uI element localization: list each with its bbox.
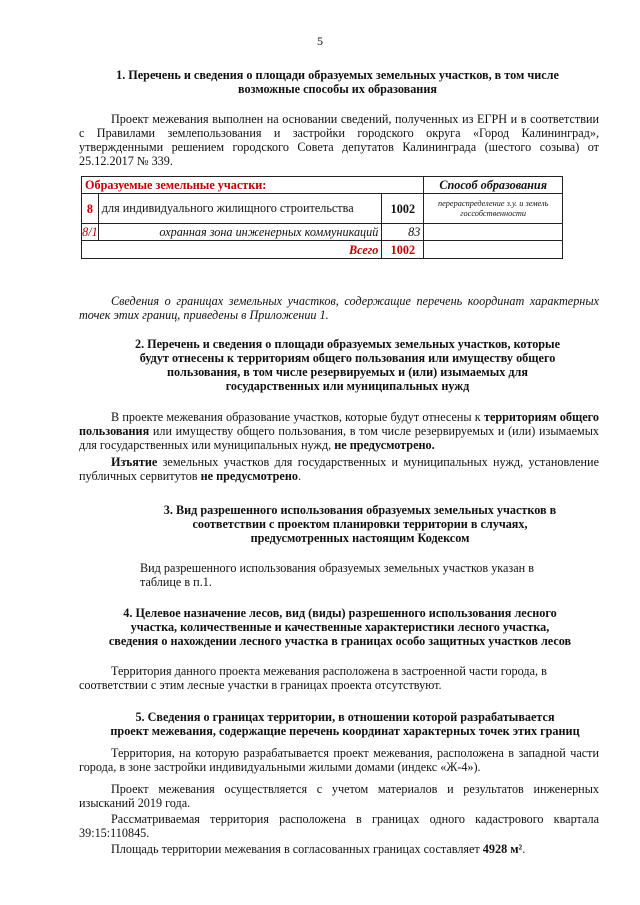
text: или имуществу общего пользования, в том числе резервируемых и (или) изымаемых для государственных или муниципальных нужд, <box>79 424 599 452</box>
total-label: Всего <box>82 241 382 259</box>
section-5-paragraph-2: Проект межевания осуществляется с учетом материалов и результатов инженерных изысканий 2019 года. <box>79 782 599 810</box>
section-2-paragraph-1 <box>79 410 599 452</box>
section-2-title-line: государственных или муниципальных нужд <box>225 379 470 393</box>
section-1-title-line: возможные способы их образования <box>238 82 437 96</box>
text: В проекте межевания образование участков, которые будут отнесены к <box>111 410 484 424</box>
text: Площадь территории межевания в согласованных границах составляет <box>111 842 483 856</box>
plot-method: перераспределение з.у. и земель госсобственности <box>424 194 563 224</box>
area-value: 4928 м² <box>482 842 523 856</box>
section-5-paragraph-4 <box>79 842 599 856</box>
section-4-title-line: участка, количественные и качественные характеристики лесного участка, <box>130 620 550 634</box>
section-3-title-line: предусмотренных настоящим Кодексом <box>250 531 470 545</box>
table-row <box>82 224 563 241</box>
plot-description: для индивидуального жилищного строительства <box>98 194 382 224</box>
plot-area: 83 <box>382 224 424 241</box>
total-value: 1002 <box>382 241 424 259</box>
section-4-paragraph <box>79 664 599 692</box>
section-4-title-line: 4. Целевое назначение лесов, вид (виды) разрешенного использования лесного <box>123 606 557 620</box>
plot-method <box>424 224 563 241</box>
text: . <box>297 469 301 483</box>
total-method <box>424 241 563 259</box>
section-1-title-line: 1. Перечень и сведения о площади образуемых земельных участков, в том числе <box>116 68 559 82</box>
table-header-method: Способ образования <box>424 177 563 194</box>
page-number: 5 <box>317 34 323 48</box>
text-line: Территория данного проекта межевания расположена в застроенной части города, в <box>111 664 547 678</box>
text: земельных участков для государственных и муниципальных нужд, установление публичных сервитутов <box>79 455 599 483</box>
text-bold: территориям общего пользования <box>79 410 599 438</box>
section-5-title-line: 5. Сведения о границах территории, в отношении которой разрабатывается <box>135 710 555 724</box>
section-3-title-line: 3. Вид разрешенного использования образуемых земельных участков в <box>163 503 557 517</box>
plot-description: охранная зона инженерных коммуникаций <box>98 224 382 241</box>
section-2-title-line: пользования, в том числе резервируемых и (или) изымаемых для <box>167 365 528 379</box>
table-row <box>82 194 563 224</box>
table-total-row <box>82 241 563 259</box>
section-1-paragraph: Проект межевания выполнен на основании сведений, полученных из ЕГРН и в соответствии с Правилами землепользования и застройки городского округа «Город Калининград», утвержденными решением городского Совета депутатов Калининграда (шестого созыва) от 25.12.2017 № 339. <box>79 112 599 168</box>
section-2-title-line: 2. Перечень и сведения о площади образуемых земельных участков, которые <box>134 337 560 351</box>
section-3-title <box>125 503 595 545</box>
text-bold: не предусмотрено <box>200 469 298 483</box>
section-5-title-line: проект межевания, содержащие перечень координат характерных точек этих границ <box>110 724 580 738</box>
section-5-paragraph-3: Рассматриваемая территория расположена в границах одного кадастрового квартала 39:15:110845. <box>79 812 599 840</box>
plot-number: 8/1 <box>82 225 98 239</box>
text-bold: Изъятие <box>111 455 158 469</box>
section-3-paragraph <box>140 561 580 589</box>
section-5-title <box>75 710 615 738</box>
section-4-title <box>70 606 610 648</box>
section-3-title-line: соответствии с проектом планировки территории в случаях, <box>192 517 528 531</box>
text-bold: не предусмотрено. <box>334 438 435 452</box>
section-4-title-line: сведения о нахождении лесного участка в границах особо защитных участков лесов <box>108 634 572 648</box>
section-2-title-line: будут отнесены к территориям общего пользования или имуществу общего <box>139 351 556 365</box>
plot-area: 1002 <box>382 194 424 224</box>
section-2-paragraph-2 <box>79 455 599 483</box>
table-header-plots: Образуемые земельные участки: <box>82 177 424 194</box>
plot-number: 8 <box>82 194 99 224</box>
text-line: таблице в п.1. <box>140 575 212 589</box>
section-2-title <box>110 337 585 393</box>
section-5-paragraph-1: Территория, на которую разрабатывается проект межевания, расположена в западной части города, в зоне застройки индивидуальными жилыми домами (индекс «Ж-4»). <box>79 746 599 774</box>
text-line: Вид разрешенного использования образуемых земельных участков указан в <box>140 561 534 575</box>
text-line: соответствии с этим лесные участки в границах проекта отсутствуют. <box>79 678 442 692</box>
land-plots-table <box>81 176 563 259</box>
text: . <box>522 842 526 856</box>
section-1-title <box>60 68 615 96</box>
appendix-note: Сведения о границах земельных участков, содержащие перечень координат характерных точек этих границ, приведены в Приложении 1. <box>79 294 599 322</box>
table-header-row <box>82 177 563 194</box>
